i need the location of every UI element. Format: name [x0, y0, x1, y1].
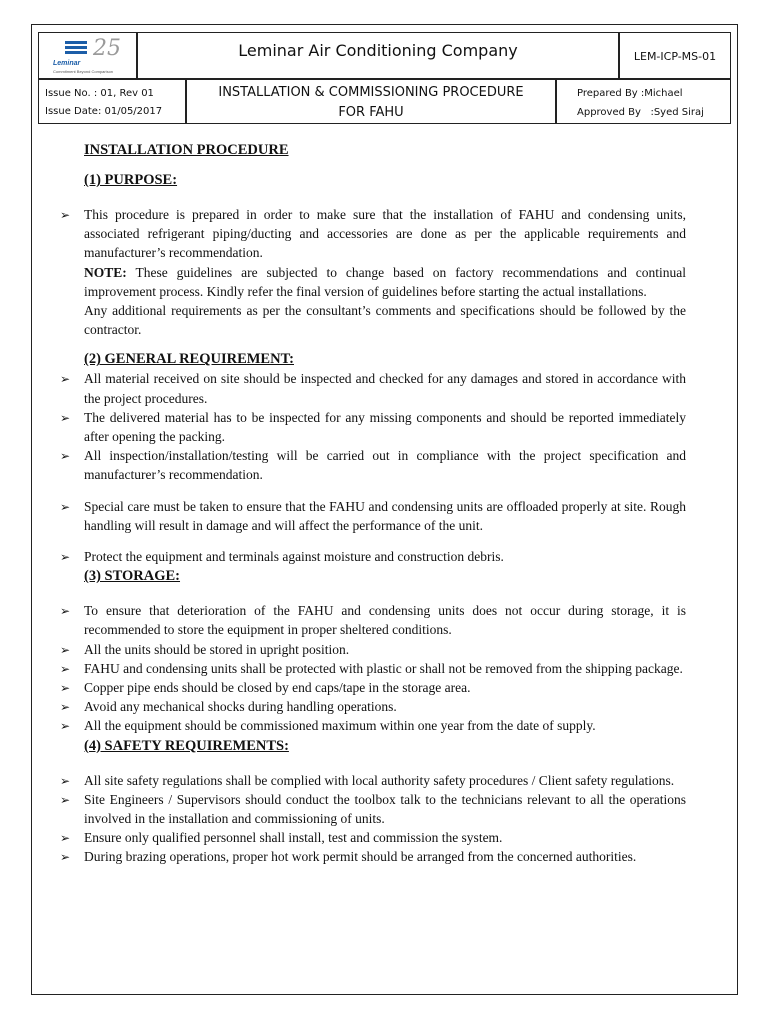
list-item: ➢ Protect the equipment and terminals against moisture and construction debris. [60, 547, 686, 566]
arrow-bullet-icon [60, 369, 76, 389]
storage-heading: (3) STORAGE: [84, 568, 181, 585]
company-logo [38, 32, 137, 79]
arrow-bullet-icon [60, 790, 76, 810]
purpose-note [60, 263, 686, 301]
arrow-bullet-icon [60, 408, 76, 428]
issue-date: Issue Date: 01/05/2017 [45, 106, 163, 117]
list-item: ➢ All material received on site should be inspected and checked for any damages and stored in accordance with the project procedures. [60, 369, 686, 407]
arrow-bullet-icon [60, 446, 76, 466]
storage-list [60, 601, 686, 735]
company-name: Leminar Air Conditioning Company [137, 32, 619, 79]
approved-by: Approved By :Syed Siraj [577, 107, 704, 118]
list-item: ➢ During brazing operations, proper hot work permit should be arranged from the concerned authorities. [60, 847, 686, 866]
arrow-bullet-icon [60, 716, 76, 736]
general-heading: (2) GENERAL REQUIREMENT: [84, 351, 294, 368]
general-list [60, 369, 686, 566]
arrow-bullet-icon [60, 771, 76, 791]
safety-list [60, 771, 686, 867]
document-body [60, 140, 686, 867]
list-item: ➢ This procedure is prepared in order to make sure that the installation of FAHU and condensing units, associated refrigerant piping/ducting and accessories are done as per the applicable requirements and manufacturer’s recommendation. [60, 205, 686, 263]
document-number: LEM-ICP-MS-01 [619, 32, 731, 79]
safety-heading: (4) SAFETY REQUIREMENTS: [84, 737, 289, 754]
list-item: ➢ All site safety regulations shall be complied with local authority safety procedures / Client safety regulations. [60, 771, 686, 790]
list-item: ➢ All the units should be stored in upright position. [60, 640, 686, 659]
arrow-bullet-icon [60, 678, 76, 698]
purpose-heading: (1) PURPOSE: [84, 172, 178, 188]
title-line-2: FOR FAHU [338, 105, 404, 120]
list-item: ➢ The delivered material has to be inspected for any missing components and should be reported immediately after opening the packing. [60, 408, 686, 446]
list-item: ➢ Ensure only qualified personnel shall install, test and commission the system. [60, 828, 686, 847]
list-item: ➢ Copper pipe ends should be closed by end caps/tape in the storage area. [60, 678, 686, 697]
arrow-bullet-icon [60, 659, 76, 679]
purpose-list [60, 205, 686, 263]
list-item: ➢ FAHU and condensing units shall be protected with plastic or shall not be removed from the shipping package. [60, 659, 686, 678]
arrow-bullet-icon [60, 547, 76, 567]
purpose-additional: Any additional requirements as per the consultant’s comments and specifications should be followed by the contractor. [84, 303, 686, 338]
list-item: ➢ All the equipment should be commissioned maximum within one year from the date of supply. [60, 716, 686, 735]
issue-info [38, 79, 186, 124]
arrow-bullet-icon [60, 847, 76, 867]
prepared-by: Prepared By :Michael [577, 88, 683, 99]
title-line-1: INSTALLATION & COMMISSIONING PROCEDURE [218, 85, 524, 100]
list-item: ➢ Avoid any mechanical shocks during handling operations. [60, 697, 686, 716]
list-item: ➢ All inspection/installation/testing will be carried out in compliance with the project specification and manufacturer’s recommendation. [60, 446, 686, 484]
arrow-bullet-icon [60, 205, 76, 225]
arrow-bullet-icon [60, 640, 76, 660]
logo-anniversary: 25 [93, 36, 121, 61]
arrow-bullet-icon [60, 828, 76, 848]
note-label: NOTE: [84, 264, 127, 280]
note-text: These guidelines are subjected to change based on factory recommendations and continual improvement process. Kindly refer the final version of guidelines before starting the actual installations. [84, 264, 686, 299]
list-item: ➢ To ensure that deterioration of the FAHU and condensing units does not occur during storage, it is recommended to store the equipment in proper sheltered conditions. [60, 601, 686, 639]
arrow-bullet-icon [60, 697, 76, 717]
list-item: ➢ Special care must be taken to ensure that the FAHU and condensing units are offloaded properly at site. Rough handling will result in damage and will affect the performance of the unit. [60, 497, 686, 535]
approval-info [556, 79, 731, 124]
document-title [186, 79, 556, 124]
main-heading: INSTALLATION PROCEDURE [84, 142, 289, 158]
arrow-bullet-icon [60, 601, 76, 621]
issue-number: Issue No. : 01, Rev 01 [45, 88, 154, 99]
arrow-bullet-icon [60, 497, 76, 517]
logo-tagline: Commitment Beyond Comparison [53, 69, 114, 74]
list-item: ➢ Site Engineers / Supervisors should conduct the toolbox talk to the technicians relevant to all the operations involved in the installation and commissioning of units. [60, 790, 686, 828]
logo-name: Leminar [53, 60, 81, 67]
logo-mark-icon [65, 41, 87, 57]
